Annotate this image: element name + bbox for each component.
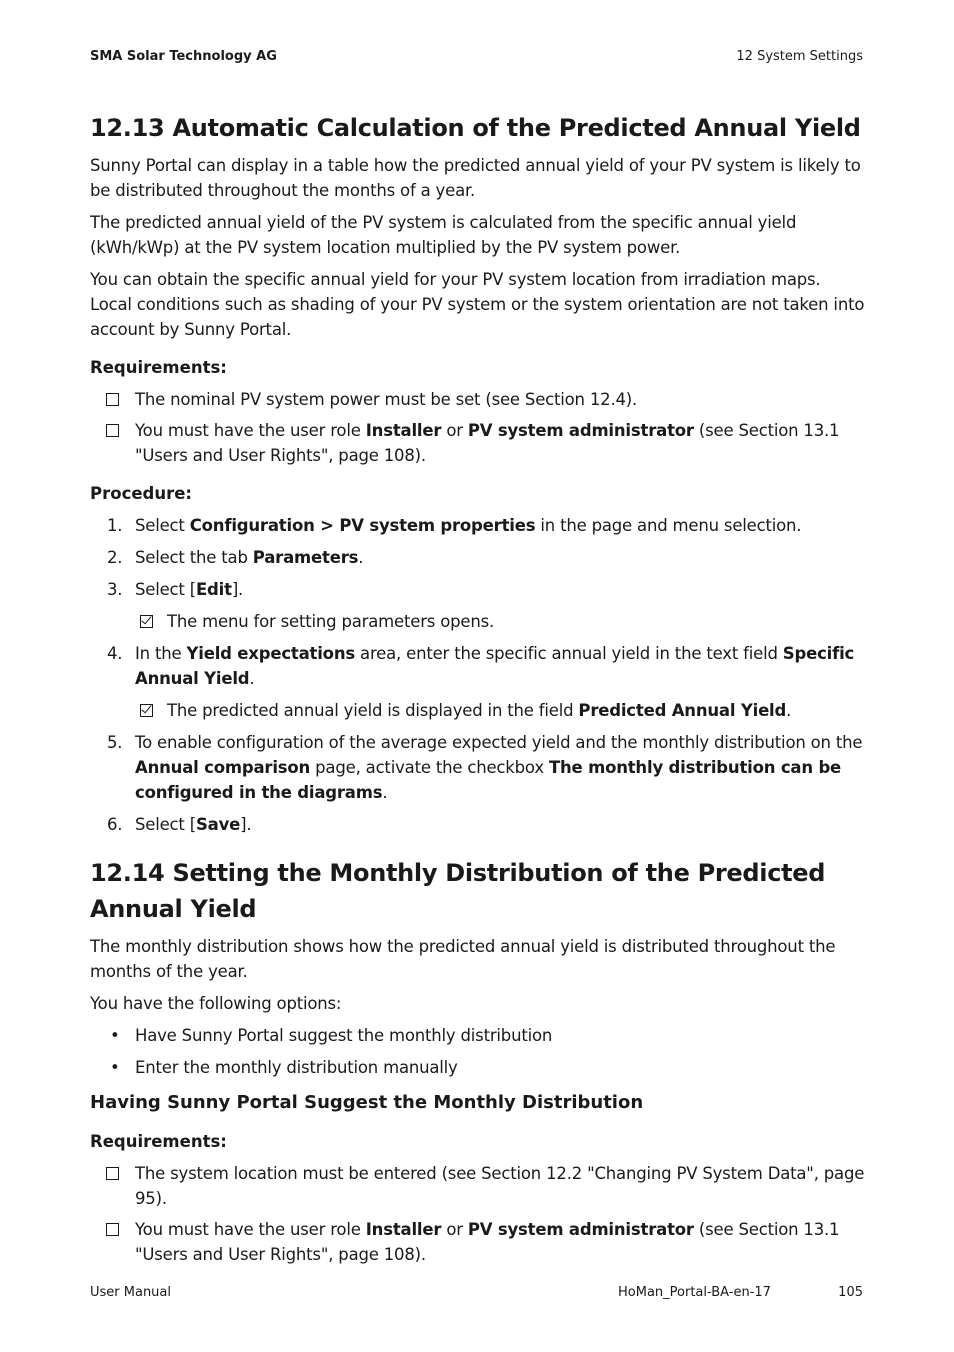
bullet-icon: • xyxy=(110,1026,120,1045)
requirements-label: Requirements: xyxy=(90,358,227,377)
requirement-item: The nominal PV system power must be set (see Section 12.4). xyxy=(90,387,865,412)
checkbox-square-icon xyxy=(106,1223,119,1236)
bullet-item: • Have Sunny Portal suggest the monthly distribution xyxy=(90,1023,865,1048)
step-result: The predicted annual yield is displayed in the field Predicted Annual Yield. xyxy=(90,698,865,723)
requirements-label: Requirements: xyxy=(90,1132,227,1151)
checked-box-icon xyxy=(140,704,153,717)
procedure-step: 5. To enable configuration of the average expected yield and the monthly distribution on the Annual comparison page, activate the checkbox The monthly distribution can be configured in the diagrams. xyxy=(107,733,863,802)
footer-manual-type: User Manual xyxy=(90,1285,172,1300)
procedure-step: 4. In the Yield expectations area, enter the specific annual yield in the text field Specific Annual Yield. xyxy=(107,644,855,688)
header-chapter: 12 System Settings xyxy=(736,49,863,64)
section-title-12-13: 12.13 Automatic Calculation of the Predicted Annual Yield xyxy=(90,114,861,142)
bullet-icon: • xyxy=(110,1058,120,1077)
paragraph: Sunny Portal can display in a table how the predicted annual yield of your PV system is likely to be distributed throughout the months of a year. xyxy=(90,156,861,200)
procedure-step: 3. Select [Edit]. xyxy=(107,580,244,599)
footer-document-id: HoMan_Portal-BA-en-17 xyxy=(618,1285,771,1300)
checked-box-icon xyxy=(140,615,153,628)
procedure-step: 1. Select Configuration > PV system properties in the page and menu selection. xyxy=(107,516,802,535)
checkbox-square-icon xyxy=(106,1167,119,1180)
requirement-item: The system location must be entered (see Section 12.2 "Changing PV System Data", page 95). xyxy=(90,1161,865,1211)
header-company: SMA Solar Technology AG xyxy=(90,49,277,64)
paragraph: You have the following options: xyxy=(90,994,342,1013)
checkbox-square-icon xyxy=(106,424,119,437)
section-title-12-14: 12.14 Setting the Monthly Distribution of the Predicted Annual Yield xyxy=(90,859,826,923)
footer-page-number: 105 xyxy=(838,1285,863,1300)
procedure-step: 6. Select [Save]. xyxy=(107,815,252,834)
page-content xyxy=(90,110,865,1273)
subsection-title: Having Sunny Portal Suggest the Monthly Distribution xyxy=(90,1092,644,1113)
checkbox-square-icon xyxy=(106,393,119,406)
bullet-item: • Enter the monthly distribution manually xyxy=(90,1055,865,1080)
procedure-step: 2. Select the tab Parameters. xyxy=(107,548,364,567)
step-result: The menu for setting parameters opens. xyxy=(90,609,865,634)
requirement-item: You must have the user role Installer or PV system administrator (see Section 13.1 "Users and User Rights", page 108). xyxy=(90,418,865,468)
paragraph: You can obtain the specific annual yield for your PV system location from irradiation maps. Local conditions such as shading of your PV system or the system orientation are not taken into account by Sunny Portal. xyxy=(90,270,865,339)
procedure-label: Procedure: xyxy=(90,484,193,503)
paragraph: The monthly distribution shows how the predicted annual yield is distributed throughout the months of the year. xyxy=(90,937,836,981)
paragraph: The predicted annual yield of the PV system is calculated from the specific annual yield (kWh/kWp) at the PV system location multiplied by the PV system power. xyxy=(90,213,797,257)
requirement-item: You must have the user role Installer or PV system administrator (see Section 13.1 "Users and User Rights", page 108). xyxy=(90,1217,865,1267)
